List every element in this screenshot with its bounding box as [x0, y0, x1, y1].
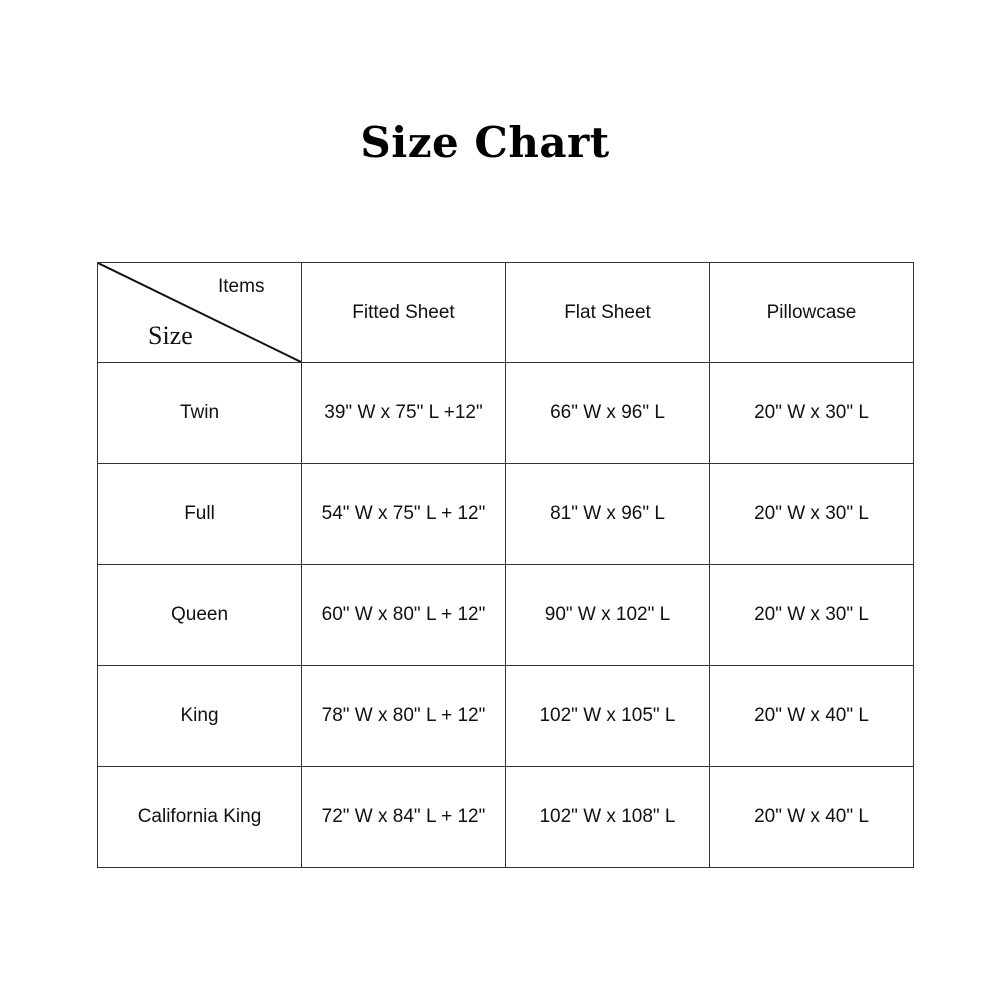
- table-cell: 102" W x 105" L: [506, 666, 710, 767]
- table-cell: 60" W x 80" L + 12": [302, 565, 506, 666]
- corner-items-label: Items: [218, 276, 265, 297]
- table-cell: 78" W x 80" L + 12": [302, 666, 506, 767]
- column-header-pillowcase: Pillowcase: [710, 263, 914, 363]
- row-header-size: Full: [98, 464, 302, 565]
- size-chart-table: [97, 262, 914, 868]
- corner-size-label: Size: [148, 321, 193, 350]
- column-header-flat-sheet: Flat Sheet: [506, 263, 710, 363]
- diagonal-divider: [98, 263, 301, 362]
- table-cell: 72" W x 84" L + 12": [302, 767, 506, 868]
- table-cell: 54" W x 75" L + 12": [302, 464, 506, 565]
- table-header-row: [98, 263, 914, 363]
- table-row: [98, 565, 914, 666]
- row-header-size: Queen: [98, 565, 302, 666]
- table-row: [98, 767, 914, 868]
- table-cell: 20" W x 30" L: [710, 464, 914, 565]
- table-cell: 90" W x 102" L: [506, 565, 710, 666]
- table-cell: 20" W x 30" L: [710, 565, 914, 666]
- table-cell: 66" W x 96" L: [506, 363, 710, 464]
- table-row: [98, 666, 914, 767]
- row-header-size: California King: [98, 767, 302, 868]
- table-cell: 39" W x 75" L +12": [302, 363, 506, 464]
- corner-header-cell: [98, 263, 302, 363]
- column-header-fitted-sheet: Fitted Sheet: [302, 263, 506, 363]
- table-cell: 20" W x 30" L: [710, 363, 914, 464]
- row-header-size: Twin: [98, 363, 302, 464]
- page-title: Size Chart: [360, 118, 610, 167]
- table-row: [98, 363, 914, 464]
- table-cell: 20" W x 40" L: [710, 767, 914, 868]
- table-cell: 81" W x 96" L: [506, 464, 710, 565]
- table-cell: 102" W x 108" L: [506, 767, 710, 868]
- table-row: [98, 464, 914, 565]
- row-header-size: King: [98, 666, 302, 767]
- table-cell: 20" W x 40" L: [710, 666, 914, 767]
